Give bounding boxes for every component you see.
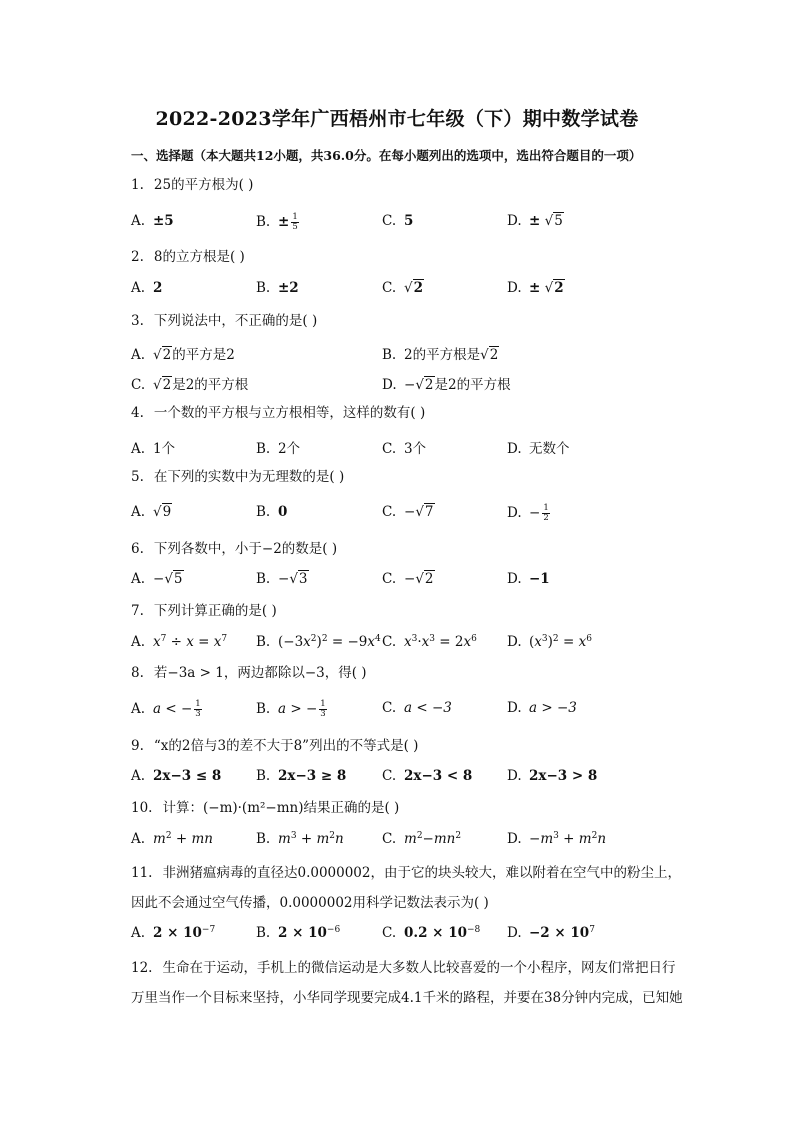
- option-c[interactable]: C. √2: [382, 280, 424, 296]
- option-a[interactable]: A. a < − $\frac{1}{3}$: [131, 699, 201, 719]
- options-q4: [131, 437, 731, 461]
- option-c[interactable]: C. 2x−3 < 8: [382, 768, 473, 784]
- option-d[interactable]: D. a > −3: [507, 700, 577, 716]
- option-c[interactable]: C. √2是2的平方根: [131, 377, 249, 393]
- option-d[interactable]: D. −√2是2的平方根: [382, 377, 511, 393]
- option-a[interactable]: A. 2x−3 ≤ 8: [131, 768, 222, 784]
- option-a[interactable]: A. $x^7 \div x = x^7$: [131, 634, 228, 650]
- option-a[interactable]: A. $m^2$ + mn: [131, 831, 213, 847]
- question-2: 2. 8的立方根是( ): [131, 249, 245, 265]
- question-12: 12. 生命在于运动，手机上的微信运动是大多数人比较喜爱的一个小程序，网友们常把日行 万里当作一个目标来坚持，小华同学现要完成4.1千米的路程，并要在38分钟内完成，已知她: [131, 960, 683, 1006]
- option-d[interactable]: D. −1: [507, 571, 550, 587]
- option-d[interactable]: D. ± √2: [507, 280, 564, 296]
- page-title: 2022-2023学年广西梧州市七年级（下）期中数学试卷: [155, 108, 639, 130]
- option-b[interactable]: B. $m^3 + m^2n$: [256, 831, 344, 847]
- option-a[interactable]: A. $2 \times 10^{-7}$: [131, 925, 216, 941]
- options-q6: [131, 571, 731, 595]
- option-b[interactable]: B. $(-3x^2)^2 = -9x^4$: [256, 634, 381, 650]
- question-8: 8. 若−3a > 1，两边都除以−3，得( ): [131, 665, 367, 681]
- option-d[interactable]: D. ± √5: [507, 213, 563, 229]
- option-d[interactable]: D. $(x^3)^2 = x^6$: [507, 634, 592, 650]
- option-a[interactable]: A. 2: [131, 280, 163, 296]
- option-b[interactable]: B. ± $\frac{1}{5}$: [256, 212, 298, 232]
- option-c[interactable]: C. −√7: [382, 504, 434, 520]
- option-a[interactable]: A. −√5: [131, 571, 183, 587]
- option-a[interactable]: A. ±5: [131, 213, 174, 229]
- options-q2: [131, 280, 731, 304]
- options-q5: [131, 504, 731, 528]
- option-b[interactable]: B. ±2: [256, 280, 299, 296]
- question-11: 11. 非洲猪瘟病毒的直径达0.0000002，由于它的块头较大，难以附着在空气中的粉尘上， 因此不会通过空气传播，0.0000002用科学记数法表示为( ): [131, 865, 681, 911]
- option-b[interactable]: B. a > − $\frac{1}{3}$: [256, 699, 326, 719]
- question-6: 6. 下列各数中，小于−2的数是( ): [131, 541, 338, 557]
- option-d[interactable]: D. − $\frac{1}{2}$: [507, 503, 549, 523]
- option-c[interactable]: C. a < −3: [382, 700, 452, 716]
- question-7: 7. 下列计算正确的是( ): [131, 603, 277, 619]
- option-d[interactable]: D. $-m^3 + m^2n$: [507, 831, 607, 847]
- option-a[interactable]: A. √2的平方是2: [131, 347, 235, 363]
- option-b[interactable]: B. 2的平方根是√2: [382, 347, 499, 363]
- question-4: 4. 一个数的平方根与立方根相等，这样的数有( ): [131, 405, 426, 421]
- option-b[interactable]: B. 0: [256, 504, 288, 520]
- options-q10: [131, 831, 731, 855]
- option-c[interactable]: C. 5: [382, 213, 414, 229]
- question-9: 9. “x的2倍与3的差不大于8”列出的不等式是( ): [131, 738, 419, 754]
- option-d[interactable]: D. 无数个: [507, 441, 570, 457]
- options-q3-row1: [131, 343, 731, 367]
- options-q1: [131, 213, 731, 237]
- section-header: 一、选择题（本大题共12小题，共36.0分。在每小题列出的选项中，选出符合题目的一项）: [131, 148, 642, 163]
- options-q3-row2: [131, 373, 731, 397]
- question-1: 1. 25的平方根为( ): [131, 177, 254, 193]
- options-q8: [131, 700, 731, 724]
- option-d[interactable]: D. 2x−3 > 8: [507, 768, 598, 784]
- option-d[interactable]: D. $-2 \times 10^7$: [507, 925, 595, 941]
- options-q11: [131, 925, 731, 949]
- option-b[interactable]: B. 2x−3 ≥ 8: [256, 768, 347, 784]
- question-5: 5. 在下列的实数中为无理数的是( ): [131, 469, 345, 485]
- option-c[interactable]: C. 3个: [382, 441, 427, 457]
- question-3: 3. 下列说法中，不正确的是( ): [131, 313, 318, 329]
- question-10: 10. 计算：(−m)·(m²−mn)结果正确的是( ): [131, 800, 400, 816]
- option-a[interactable]: A. √9: [131, 504, 172, 520]
- option-c[interactable]: C. $x^3\cdot x^3 = 2x^6$: [382, 634, 477, 650]
- option-b[interactable]: B. −√3: [256, 571, 308, 587]
- option-b[interactable]: B. $2 \times 10^{-6}$: [256, 925, 341, 941]
- option-c[interactable]: C. $0.2 \times 10^{-8}$: [382, 925, 481, 941]
- option-b[interactable]: B. 2个: [256, 441, 301, 457]
- option-c[interactable]: C. −√2: [382, 571, 434, 587]
- options-q9: [131, 768, 731, 792]
- option-c[interactable]: C. $m^2-mn^2$: [382, 831, 462, 847]
- option-a[interactable]: A. 1个: [131, 441, 176, 457]
- options-q7: [131, 634, 731, 658]
